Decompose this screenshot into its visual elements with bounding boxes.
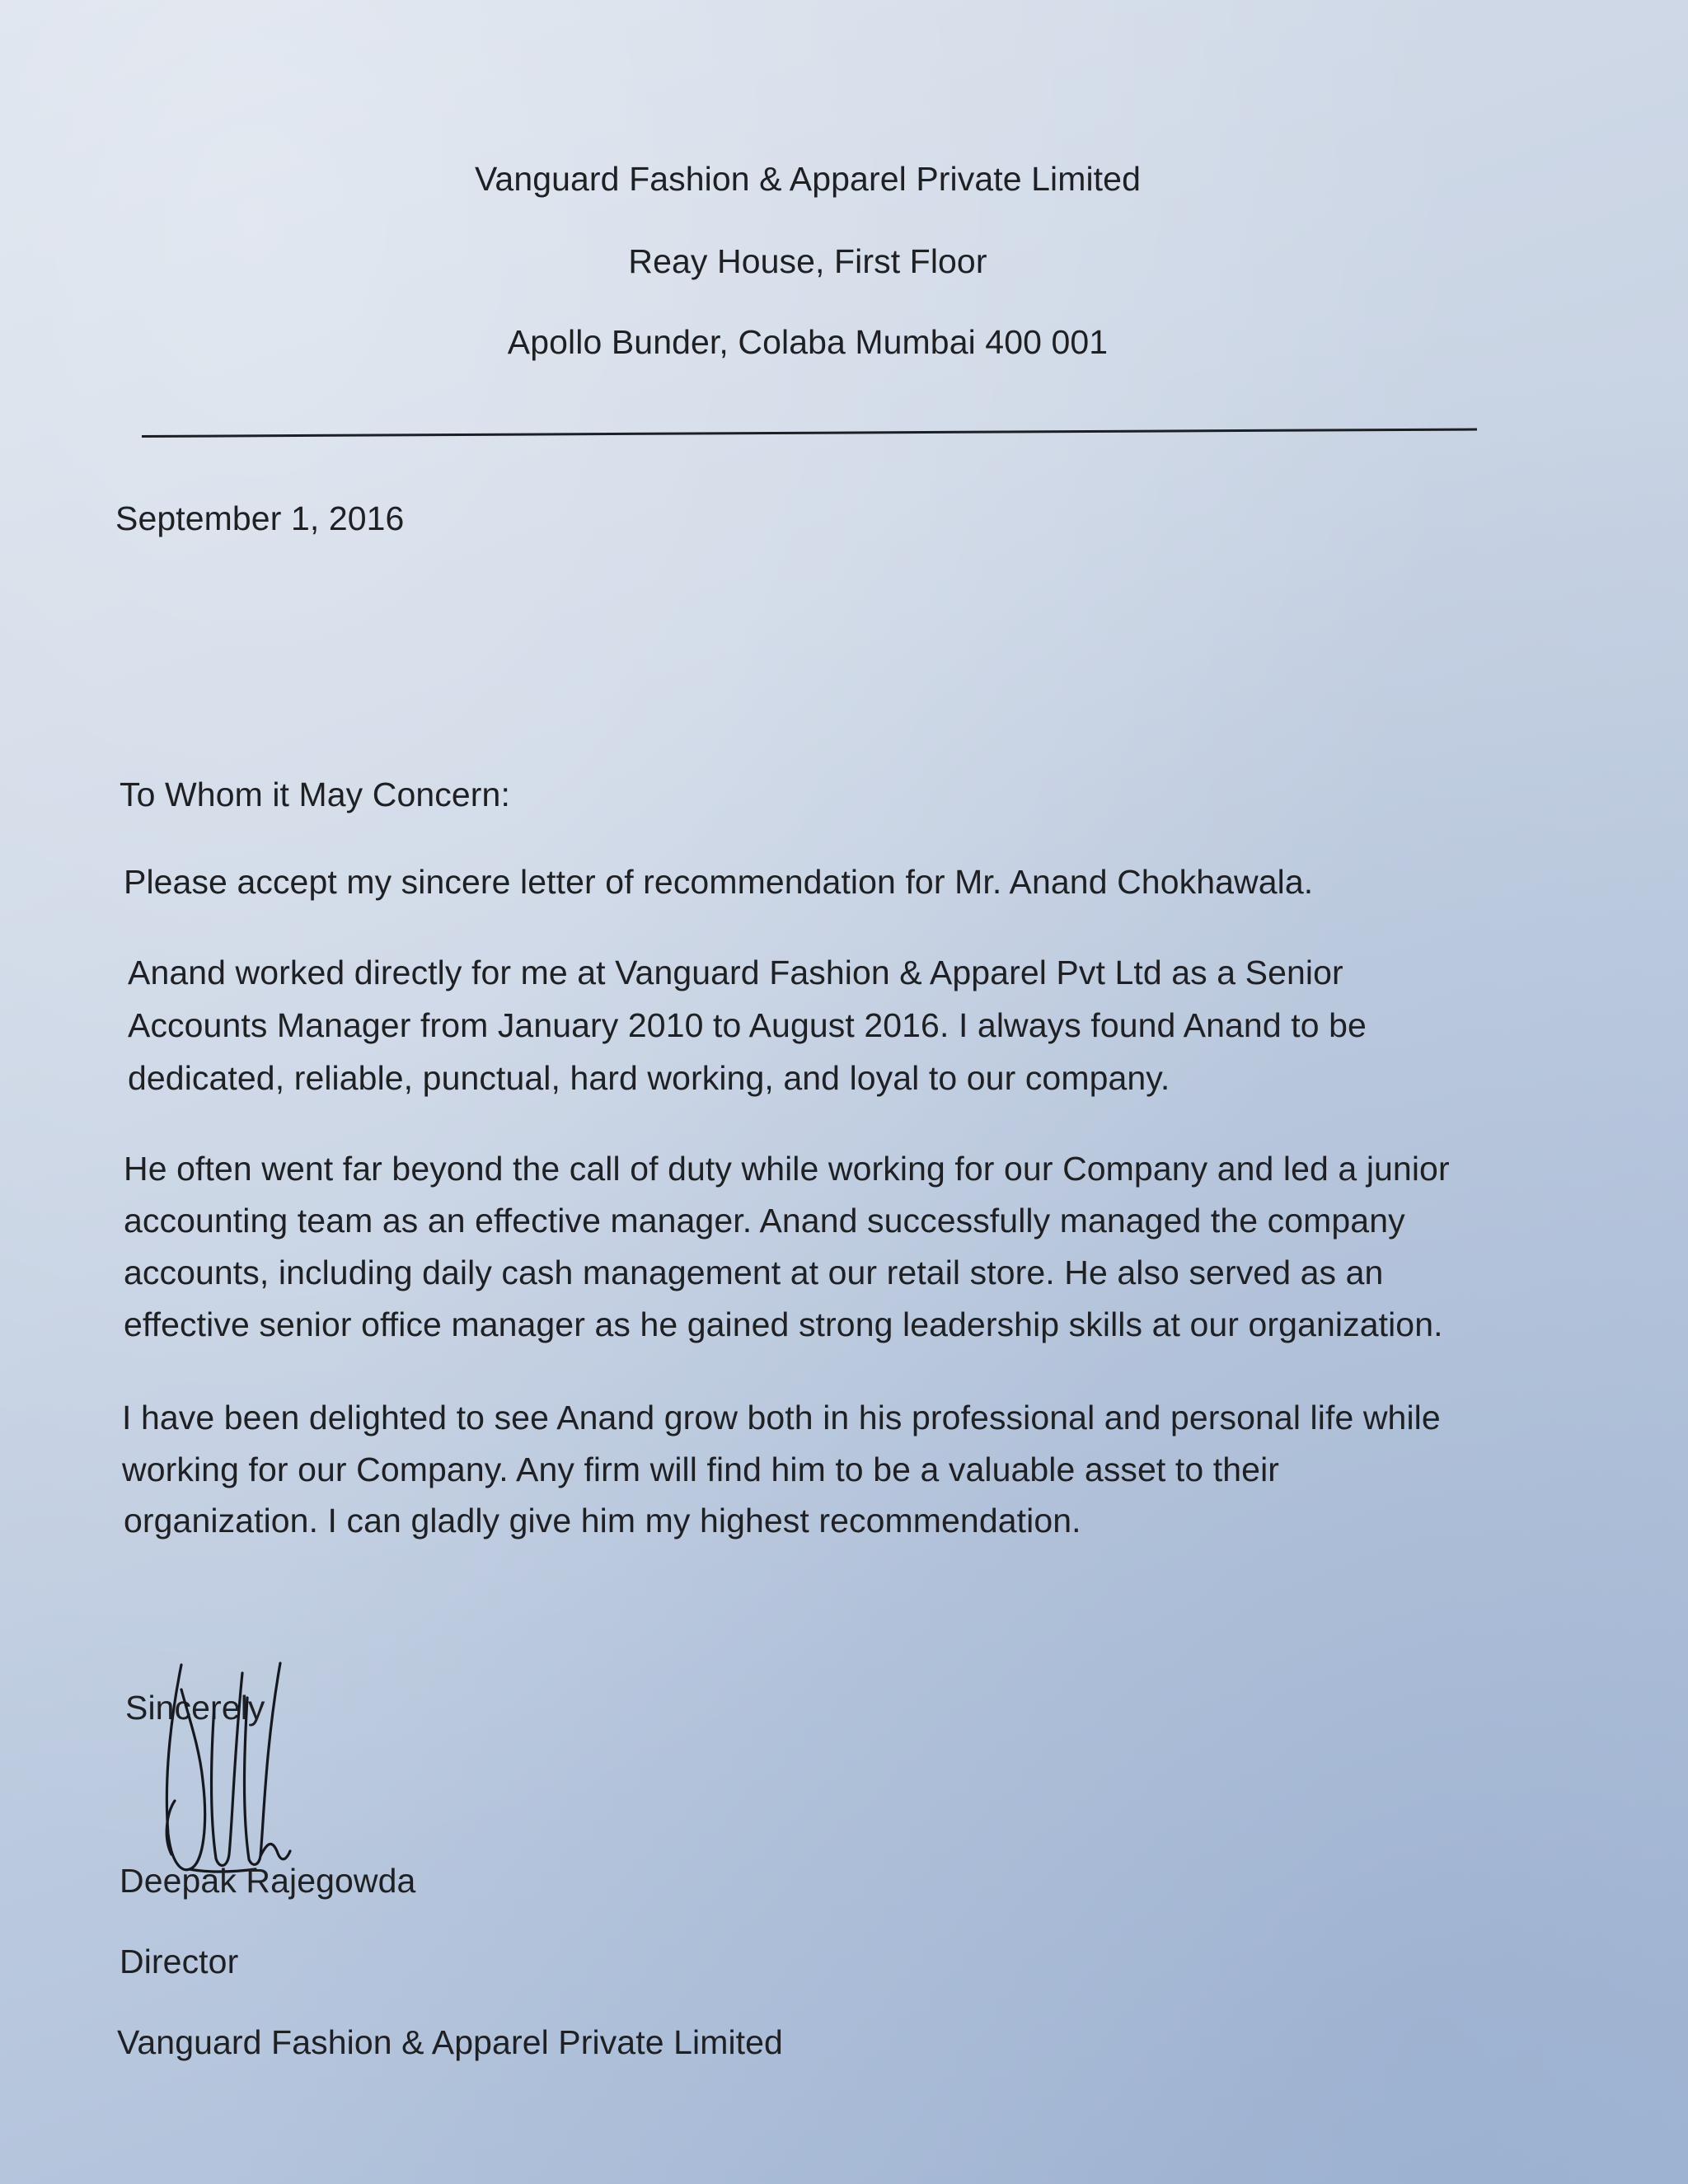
signer-name: Deepak Rajegowda — [120, 1862, 416, 1900]
paragraph-4-line-3: organization. I can gladly give him my highest recommendation. — [124, 1502, 1081, 1540]
paragraph-3-line-4: effective senior office manager as he gained strong leadership skills at our organization. — [124, 1305, 1443, 1343]
paragraph-4-line-2: working for our Company. Any firm will find him to be a valuable asset to their — [122, 1451, 1280, 1488]
handwritten-signature — [157, 1657, 305, 1879]
signer-title: Director — [120, 1943, 239, 1980]
letterhead-company: Vanguard Fashion & Apparel Private Limited — [475, 160, 1141, 198]
paragraph-3-line-1: He often went far beyond the call of duty while working for our Company and led a junior — [124, 1150, 1450, 1188]
paragraph-3-line-3: accounts, including daily cash management at our retail store. He also served as an — [124, 1254, 1384, 1291]
paragraph-3-line-2: accounting team as an effective manager. Anand successfully managed the company — [124, 1202, 1405, 1240]
salutation: To Whom it May Concern: — [120, 776, 510, 813]
paragraph-2-line-1: Anand worked directly for me at Vanguard Fashion & Apparel Pvt Ltd as a Senior — [128, 954, 1343, 991]
signer-company: Vanguard Fashion & Apparel Private Limited — [117, 2023, 783, 2061]
letterhead-address-line1: Reay House, First Floor — [628, 242, 987, 280]
letter-date: September 1, 2016 — [115, 499, 405, 537]
valediction: Sincerely — [125, 1689, 265, 1727]
paragraph-1-line-1: Please accept my sincere letter of recommendation for Mr. Anand Chokhawala. — [124, 863, 1314, 901]
paragraph-2-line-2: Accounts Manager from January 2010 to August 2016. I always found Anand to be — [128, 1006, 1367, 1044]
paragraph-4-line-1: I have been delighted to see Anand grow both in his professional and personal life while — [122, 1399, 1441, 1436]
letterhead-address-line2: Apollo Bunder, Colaba Mumbai 400 001 — [507, 323, 1109, 361]
letterhead-divider — [142, 429, 1477, 438]
paragraph-2-line-3: dedicated, reliable, punctual, hard working, and loyal to our company. — [128, 1059, 1170, 1097]
